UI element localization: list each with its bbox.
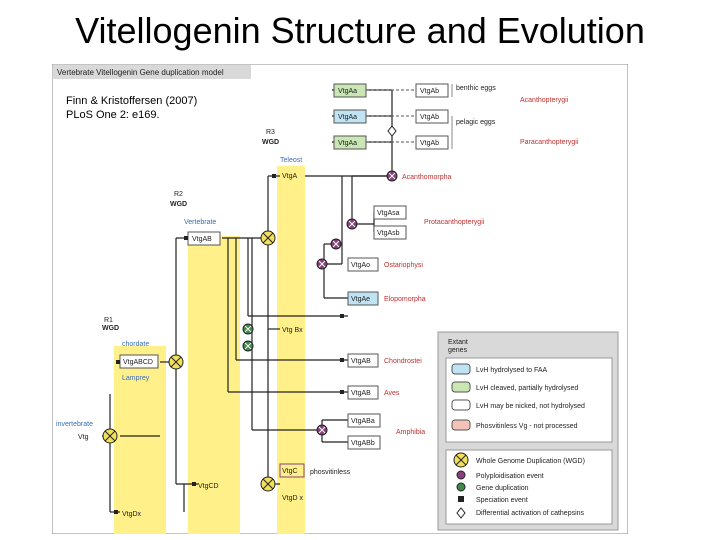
- r1-wgd: WGD: [102, 325, 120, 332]
- legend-event-2: Polyploidisation event: [476, 473, 544, 480]
- text-aa1: VtgAa: [338, 88, 358, 95]
- text-ablb: VtgABb: [351, 440, 375, 447]
- gene-vtgabcd: VtgABCD: [123, 359, 153, 366]
- legend-event-4: Speciation event: [476, 497, 528, 504]
- legend-item-3: LvH may be nicked, not hydrolysed: [476, 403, 585, 410]
- clade-vertebrate: Vertebrate: [184, 219, 217, 226]
- gene-vtgc: VtgC: [282, 468, 298, 475]
- label-amphibia: Amphibia: [396, 429, 426, 436]
- legend-polyploid-icon: [457, 471, 465, 479]
- gene-vtg: Vtg: [78, 434, 89, 441]
- figure-svg: [52, 64, 628, 534]
- label-ostariophysi: Ostariophysi: [384, 262, 423, 269]
- gene-vtgdx2: VtgD x: [282, 495, 304, 502]
- label-aves: Aves: [384, 390, 400, 397]
- legend-item-2: LvH cleaved, partially hydrolysed: [476, 385, 579, 392]
- legend-extant-title: Extant: [448, 339, 468, 346]
- citation: [66, 94, 197, 122]
- gene-phosvitinless: phosvitinless: [310, 469, 351, 476]
- gene-duplication-figure: [52, 64, 628, 534]
- band-teleost: [277, 166, 305, 534]
- text-asa: VtgAsa: [377, 210, 400, 217]
- gene-vtga: VtgA: [282, 173, 298, 180]
- legend-swatch-blue: [452, 364, 470, 374]
- r3-label: R3: [266, 129, 275, 136]
- label-acanthomorpha: Acanthomorpha: [402, 174, 452, 181]
- text-ab2: VtgAb: [420, 114, 440, 121]
- clade-lamprey: Lamprey: [122, 375, 150, 382]
- legend-event-5: Differential activation of cathepsins: [476, 510, 585, 517]
- text-aa3: VtgAa: [338, 140, 358, 147]
- text-abla: VtgABa: [351, 418, 375, 425]
- clade-teleost: Teleost: [280, 157, 303, 164]
- r3-wgd: WGD: [262, 139, 280, 146]
- label-protacanthopterygii: Protacanthopterygii: [424, 219, 485, 226]
- legend-swatch-green: [452, 382, 470, 392]
- legend-swatch-pink: [452, 420, 470, 430]
- text-aa2: VtgAa: [338, 114, 358, 121]
- r2-label: R2: [174, 191, 183, 198]
- gene-vtgdx: VtgDx: [122, 511, 142, 518]
- citation-line-2: PLoS One 2: e169.: [66, 109, 160, 121]
- r1-label: R1: [104, 317, 113, 324]
- clade-invertebrate: invertebrate: [56, 421, 93, 428]
- r2-wgd: WGD: [170, 201, 188, 208]
- gene-vtgab: VtgAB: [192, 236, 212, 243]
- legend-speciation-icon: [458, 496, 464, 502]
- text-ab3: VtgAb: [420, 140, 440, 147]
- text-ao: VtgAo: [351, 262, 371, 269]
- label-benthic: benthic eggs: [456, 85, 496, 92]
- text-ab-chon: VtgAB: [351, 358, 371, 365]
- legend-item-1: LvH hydrolysed to FAA: [476, 367, 548, 374]
- gene-vtgbx: Vtg Bx: [282, 327, 303, 334]
- legend-swatch-white: [452, 400, 470, 410]
- label-paracanthopterygii: Paracanthopterygii: [520, 139, 579, 146]
- legend-item-4: Phosvitinless Vg - not processed: [476, 423, 578, 430]
- label-chondrostei: Chondrostei: [384, 358, 422, 365]
- legend-dup-icon: [457, 483, 465, 491]
- figure-header: Vertebrate Vitellogenin Gene duplication model: [57, 68, 224, 77]
- citation-line-1: Finn & Kristoffersen (2007): [66, 95, 198, 107]
- text-asb: VtgAsb: [377, 230, 400, 237]
- label-pelagic: pelagic eggs: [456, 119, 496, 126]
- gene-vtgcd: VtgCD: [198, 483, 219, 490]
- legend-event-3: Gene duplication: [476, 485, 529, 492]
- text-ae: VtgAe: [351, 296, 371, 303]
- label-elopomorpha: Elopomorpha: [384, 296, 426, 303]
- legend-extant-sub: genes: [448, 347, 468, 354]
- legend-event-1: Whole Genome Duplication (WGD): [476, 458, 585, 465]
- slide-title: Vitellogenin Structure and Evolution: [75, 10, 645, 51]
- text-ab1: VtgAb: [420, 88, 440, 95]
- clade-chordate: chordate: [122, 341, 150, 348]
- text-ab-aves: VtgAB: [351, 390, 371, 397]
- label-acanthopterygii: Acanthopterygii: [520, 97, 569, 104]
